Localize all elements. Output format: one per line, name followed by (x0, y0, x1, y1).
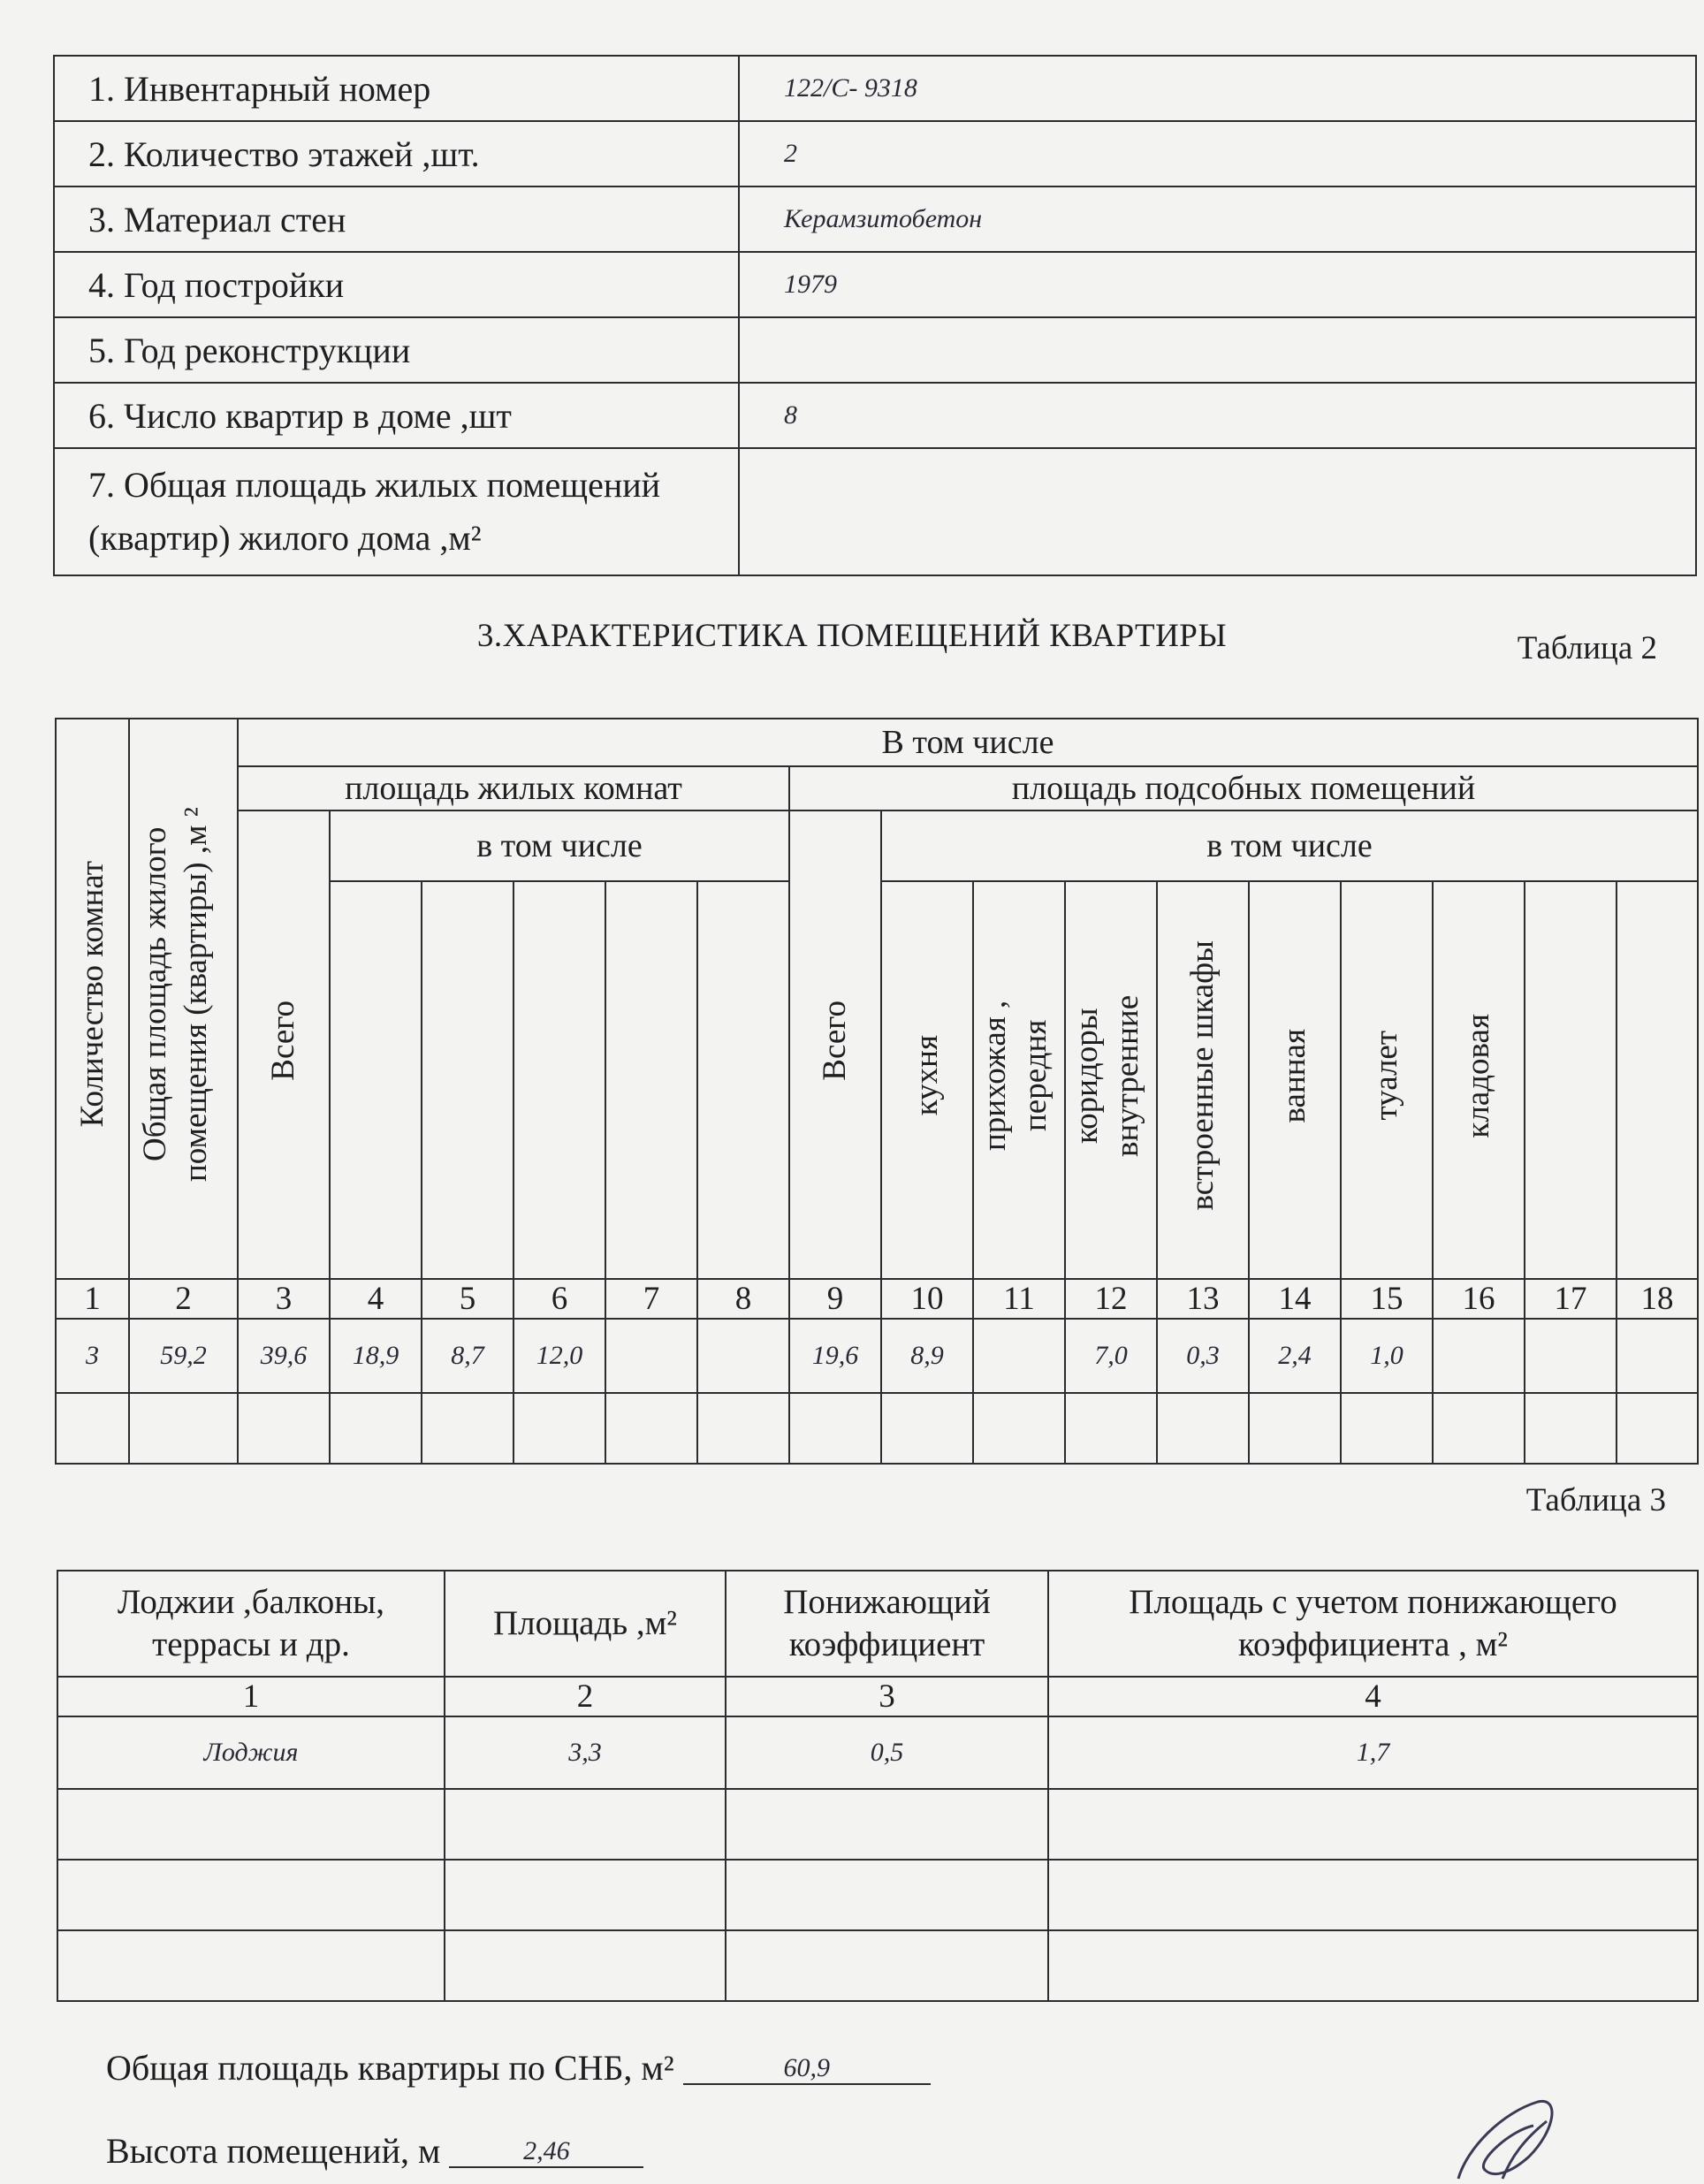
cell: 39,6 (238, 1319, 330, 1393)
header-row (57, 1571, 1698, 1677)
header-bath: ванная (1249, 881, 1341, 1279)
cell: 18,9 (330, 1319, 422, 1393)
column-numbers-row (57, 1677, 1698, 1716)
col-number: 17 (1525, 1279, 1617, 1319)
col-number: 1 (56, 1279, 129, 1319)
cell: 59,2 (129, 1319, 238, 1393)
row-value: Керамзитобетон (739, 186, 1696, 252)
cell: Лоджия (57, 1716, 445, 1789)
col-number: 14 (1249, 1279, 1341, 1319)
col-number: 4 (1048, 1677, 1698, 1716)
row-value: 122/С- 9318 (739, 56, 1696, 121)
table-row (54, 56, 1696, 121)
cell: 7,0 (1065, 1319, 1157, 1393)
col-number: 9 (789, 1279, 881, 1319)
col-number: 6 (513, 1279, 605, 1319)
col-number: 2 (129, 1279, 238, 1319)
col-number: 18 (1617, 1279, 1698, 1319)
header-including: В том числе (238, 719, 1698, 766)
row-label: 5. Год реконструкции (54, 317, 739, 383)
cell: 0,5 (726, 1716, 1048, 1789)
header-total-living: Всего (238, 810, 330, 1279)
table-row (56, 1319, 1698, 1393)
header-toilet: туалет (1341, 881, 1433, 1279)
row-value: 1979 (739, 252, 1696, 317)
col-number: 13 (1157, 1279, 1249, 1319)
table-row (56, 1393, 1698, 1464)
header-total-aux: Всего (789, 810, 881, 1279)
col-number: 11 (973, 1279, 1065, 1319)
total-area-line (106, 2047, 931, 2089)
cell: 2,4 (1249, 1319, 1341, 1393)
cell: 1,7 (1048, 1716, 1698, 1789)
cell: 8,9 (881, 1319, 973, 1393)
cell (1617, 1319, 1698, 1393)
cell (697, 1319, 789, 1393)
section-title: 3.ХАРАКТЕРИСТИКА ПОМЕЩЕНИЙ КВАРТИРЫ (476, 618, 1228, 654)
table-row (54, 383, 1696, 448)
header-incl-living: в том числе (330, 810, 789, 881)
table-row (54, 121, 1696, 186)
table-row (54, 448, 1696, 575)
signature (1449, 2095, 1582, 2184)
header-rooms-count: Количество комнат (56, 719, 129, 1279)
col-number: 3 (726, 1677, 1048, 1716)
col-number: 7 (605, 1279, 697, 1319)
header-kitchen: кухня (881, 881, 973, 1279)
row-label: 4. Год постройки (54, 252, 739, 317)
col-number: 12 (1065, 1279, 1157, 1319)
row-label: 7. Общая площадь жилых помещений (квартир) жилого дома ,м² (54, 448, 739, 575)
table-row (54, 317, 1696, 383)
header-coefficient: Понижающий коэффициент (726, 1571, 1048, 1677)
cell: 3,3 (445, 1716, 726, 1789)
row-label: 1. Инвентарный номер (54, 56, 739, 121)
table-3-label: Таблица 3 (1525, 1482, 1666, 1518)
col-number: 3 (238, 1279, 330, 1319)
cell: 19,6 (789, 1319, 881, 1393)
col-number: 16 (1433, 1279, 1525, 1319)
col-number: 8 (697, 1279, 789, 1319)
cell: 1,0 (1341, 1319, 1433, 1393)
header-hall: прихожая , передня (973, 881, 1065, 1279)
col-number: 1 (57, 1677, 445, 1716)
row-label: 2. Количество этажей ,шт. (54, 121, 739, 186)
row-label: 6. Число квартир в доме ,шт (54, 383, 739, 448)
table-row (54, 252, 1696, 317)
row-value (739, 317, 1696, 383)
room-height-line (106, 2130, 643, 2172)
header-closets: встроенные шкафы (1157, 881, 1249, 1279)
col-number: 10 (881, 1279, 973, 1319)
total-area-label: Общая площадь квартиры по СНБ, м² (106, 2048, 674, 2088)
header-living-area: площадь жилых комнат (238, 766, 789, 810)
table-row (57, 1789, 1698, 1860)
row-label: 3. Материал стен (54, 186, 739, 252)
header-aux-area: площадь подсобных помещений (789, 766, 1698, 810)
cell (1525, 1319, 1617, 1393)
table-row (57, 1860, 1698, 1930)
header-corridors: коридоры внутренние (1065, 881, 1157, 1279)
total-area-value: 60,9 (683, 2053, 931, 2085)
column-numbers-row (56, 1279, 1698, 1319)
cell (605, 1319, 697, 1393)
row-value (739, 448, 1696, 575)
table-row (57, 1716, 1698, 1789)
table-row (57, 1930, 1698, 2001)
col-number: 15 (1341, 1279, 1433, 1319)
cell (1433, 1319, 1525, 1393)
rooms-table (55, 718, 1699, 1465)
room-height-label: Высота помещений, м (106, 2131, 441, 2171)
col-number: 4 (330, 1279, 422, 1319)
cell: 3 (56, 1319, 129, 1393)
row-value: 8 (739, 383, 1696, 448)
header-total-area: Общая площадь жилого помещения (квартиры) ,м ² (129, 719, 238, 1279)
building-info-table (53, 55, 1697, 576)
header-incl-aux: в том числе (881, 810, 1698, 881)
col-number: 2 (445, 1677, 726, 1716)
header-area: Площадь ,м² (445, 1571, 726, 1677)
cell (973, 1319, 1065, 1393)
room-height-value: 2,46 (449, 2136, 643, 2168)
row-value: 2 (739, 121, 1696, 186)
header-loggias: Лоджии ,балконы, террасы и др. (57, 1571, 445, 1677)
cell: 8,7 (422, 1319, 513, 1393)
table-2-label: Таблица 2 (1517, 630, 1657, 666)
cell: 12,0 (513, 1319, 605, 1393)
header-reduced-area: Площадь с учетом понижающего коэффициента , м² (1048, 1571, 1698, 1677)
header-storage: кладовая (1433, 881, 1525, 1279)
loggias-table (57, 1570, 1699, 2002)
cell: 0,3 (1157, 1319, 1249, 1393)
table-row (54, 186, 1696, 252)
col-number: 5 (422, 1279, 513, 1319)
